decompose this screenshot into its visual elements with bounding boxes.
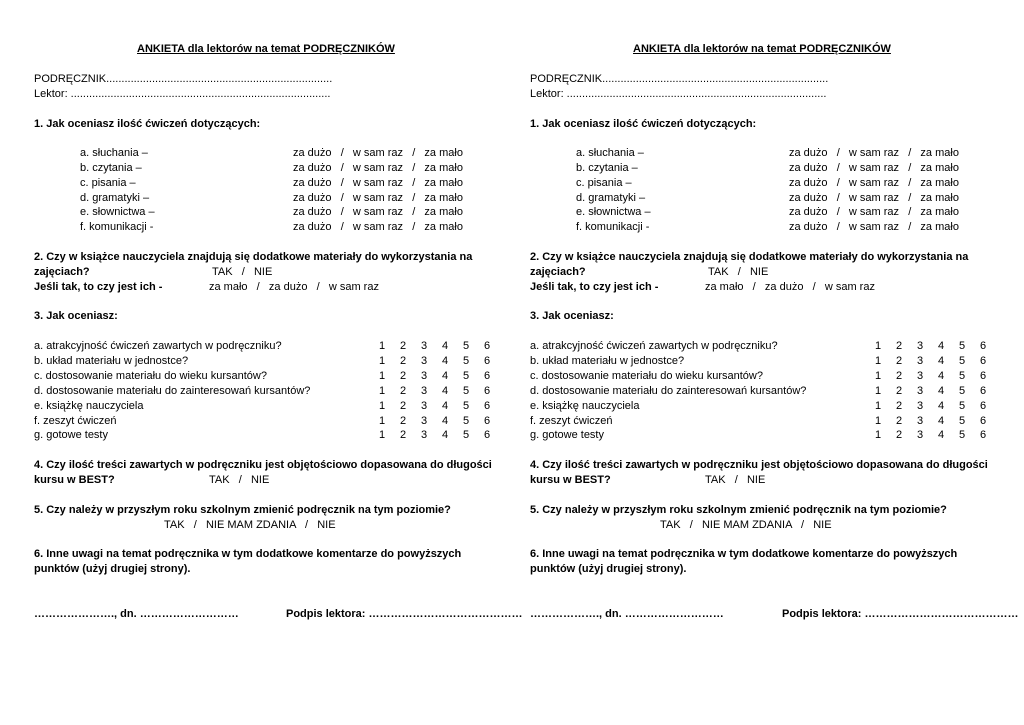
rating-option[interactable]: 2	[896, 400, 903, 412]
form-title: ANKIETA dla lektorów na temat PODRĘCZNIKÓW	[633, 43, 891, 55]
rating-option[interactable]: 2	[400, 355, 407, 367]
rating-option[interactable]: 6	[980, 340, 987, 352]
rating-option[interactable]: 2	[896, 429, 903, 441]
rating-option[interactable]: 2	[896, 385, 903, 397]
date-field[interactable]: ………………., dn. ………………………	[530, 608, 724, 620]
q1-item-options[interactable]: za dużo / w sam raz / za mało	[293, 221, 463, 233]
form-title: ANKIETA dla lektorów na temat PODRĘCZNIKÓW	[137, 43, 395, 55]
q1-item-options[interactable]: za dużo / w sam raz / za mało	[293, 206, 463, 218]
q1-item-label: d. gramatyki –	[576, 192, 646, 204]
rating-option[interactable]: 5	[463, 400, 470, 412]
q6-question-line1: 6. Inne uwagi na temat podręcznika w tym dodatkowe komentarze do powyższych	[34, 548, 462, 560]
rating-scale[interactable]	[875, 354, 1001, 368]
rating-option[interactable]: 2	[896, 355, 903, 367]
rating-option[interactable]: 5	[463, 340, 470, 352]
q3-heading: 3. Jak oceniasz:	[34, 310, 118, 322]
q3-heading: 3. Jak oceniasz:	[530, 310, 614, 322]
q1-item-options[interactable]: za dużo / w sam raz / za mało	[789, 162, 959, 174]
rating-option[interactable]: 2	[400, 340, 407, 352]
survey-form-right	[530, 0, 1019, 725]
q2-yes-no-options[interactable]: TAK / NIE	[708, 266, 769, 278]
rating-scale[interactable]	[379, 414, 505, 428]
q1-item-options[interactable]: za dużo / w sam raz / za mało	[789, 177, 959, 189]
rating-scale[interactable]	[875, 428, 1001, 442]
rating-option[interactable]: 2	[400, 429, 407, 441]
rating-option[interactable]: 3	[917, 340, 924, 352]
rating-option[interactable]: 5	[959, 415, 966, 427]
rating-option[interactable]: 6	[980, 415, 987, 427]
q2-question-line1: 2. Czy w książce nauczyciela znajdują się dodatkowe materiały do wykorzystania na	[34, 251, 473, 263]
rating-option[interactable]: 5	[463, 370, 470, 382]
lecturer-field[interactable]: Lektor: .....................................................................................	[34, 88, 331, 100]
rating-option[interactable]: 2	[400, 370, 407, 382]
rating-scale[interactable]	[875, 339, 1001, 353]
q3-item-label: d. dostosowanie materiału do zainteresowań kursantów?	[530, 385, 807, 397]
q3-item-label: c. dostosowanie materiału do wieku kursantów?	[34, 370, 267, 382]
q1-item-options[interactable]: za dużo / w sam raz / za mało	[293, 192, 463, 204]
q2-question-line1: 2. Czy w książce nauczyciela znajdują się dodatkowe materiały do wykorzystania na	[530, 251, 969, 263]
rating-option[interactable]: 4	[938, 429, 945, 441]
survey-form-left	[34, 0, 523, 725]
rating-option[interactable]: 3	[917, 429, 924, 441]
rating-option[interactable]: 1	[875, 340, 882, 352]
q3-item-label: a. atrakcyjność ćwiczeń zawartych w podręczniku?	[34, 340, 282, 352]
rating-option[interactable]: 1	[379, 340, 386, 352]
rating-option[interactable]: 6	[980, 385, 987, 397]
q1-item-label: d. gramatyki –	[80, 192, 150, 204]
rating-option[interactable]: 5	[959, 429, 966, 441]
q1-item-options[interactable]: za dużo / w sam raz / za mało	[293, 147, 463, 159]
q3-item-label: c. dostosowanie materiału do wieku kursantów?	[530, 370, 763, 382]
rating-option[interactable]: 5	[463, 385, 470, 397]
q4-question-line1: 4. Czy ilość treści zawartych w podręczniku jest objętościowo dopasowana do długości	[530, 459, 988, 471]
textbook-field[interactable]: PODRĘCZNIK..........................................................................	[530, 73, 829, 85]
rating-option[interactable]: 2	[896, 340, 903, 352]
rating-option[interactable]: 5	[959, 400, 966, 412]
q6-question-line1: 6. Inne uwagi na temat podręcznika w tym dodatkowe komentarze do powyższych	[530, 548, 958, 560]
q3-item-label: b. układ materiału w jednostce?	[530, 355, 685, 367]
rating-option[interactable]: 4	[938, 385, 945, 397]
q1-item-options[interactable]: za dużo / w sam raz / za mało	[789, 221, 959, 233]
rating-option[interactable]: 5	[959, 355, 966, 367]
q5-question: 5. Czy należy w przyszłym roku szkolnym zmienić podręcznik na tym poziomie?	[34, 504, 451, 516]
rating-option[interactable]: 3	[917, 385, 924, 397]
rating-option[interactable]: 1	[875, 400, 882, 412]
rating-option[interactable]: 5	[959, 370, 966, 382]
rating-option[interactable]: 3	[421, 385, 428, 397]
rating-option[interactable]: 4	[938, 340, 945, 352]
rating-option[interactable]: 5	[959, 385, 966, 397]
lecturer-field[interactable]: Lektor: .....................................................................................	[530, 88, 827, 100]
rating-option[interactable]: 3	[917, 355, 924, 367]
q3-item-label: f. zeszyt ćwiczeń	[34, 415, 117, 427]
rating-scale[interactable]	[875, 384, 1001, 398]
rating-scale[interactable]	[379, 428, 505, 442]
rating-option[interactable]: 4	[938, 355, 945, 367]
rating-option[interactable]: 3	[421, 415, 428, 427]
rating-option[interactable]: 6	[980, 355, 987, 367]
rating-option[interactable]: 4	[442, 385, 449, 397]
q3-item-label: e. książkę nauczyciela	[34, 400, 144, 412]
q2-followup: Jeśli tak, to czy jest ich -	[530, 281, 659, 293]
rating-option[interactable]: 4	[442, 370, 449, 382]
rating-option[interactable]: 3	[421, 340, 428, 352]
q1-item-options[interactable]: za dużo / w sam raz / za mało	[293, 177, 463, 189]
q5-question: 5. Czy należy w przyszłym roku szkolnym zmienić podręcznik na tym poziomie?	[530, 504, 947, 516]
rating-option[interactable]: 1	[875, 415, 882, 427]
q2-yes-no-options[interactable]: TAK / NIE	[212, 266, 273, 278]
rating-option[interactable]: 5	[463, 415, 470, 427]
rating-option[interactable]: 1	[875, 355, 882, 367]
rating-scale[interactable]	[875, 399, 1001, 413]
rating-option[interactable]: 4	[442, 400, 449, 412]
q3-item-label: e. książkę nauczyciela	[530, 400, 640, 412]
rating-scale[interactable]	[379, 354, 505, 368]
rating-option[interactable]: 5	[463, 429, 470, 441]
q4-question-line2: kursu w BEST?	[34, 474, 115, 486]
date-field[interactable]: …………………., dn. ………………………	[34, 608, 239, 620]
q3-item-label: a. atrakcyjność ćwiczeń zawartych w podręczniku?	[530, 340, 778, 352]
rating-option[interactable]: 4	[442, 355, 449, 367]
q1-item-label: f. komunikacji -	[80, 221, 154, 233]
rating-option[interactable]: 1	[379, 400, 386, 412]
rating-option[interactable]: 1	[379, 429, 386, 441]
rating-option[interactable]: 2	[400, 385, 407, 397]
rating-option[interactable]: 3	[421, 355, 428, 367]
q1-heading: 1. Jak oceniasz ilość ćwiczeń dotyczących:	[34, 118, 261, 130]
rating-option[interactable]: 4	[442, 415, 449, 427]
rating-option[interactable]: 2	[896, 370, 903, 382]
rating-option[interactable]: 3	[421, 429, 428, 441]
q6-question-line2: punktów (użyj drugiej strony).	[530, 563, 687, 575]
rating-option[interactable]: 2	[896, 415, 903, 427]
rating-scale[interactable]	[875, 414, 1001, 428]
rating-option[interactable]: 6	[484, 355, 491, 367]
q4-yes-no-options[interactable]: TAK / NIE	[209, 474, 270, 486]
rating-option[interactable]: 4	[938, 400, 945, 412]
rating-option[interactable]: 6	[484, 415, 491, 427]
q1-item-label: c. pisania –	[576, 177, 632, 189]
q3-item-label: g. gotowe testy	[34, 429, 108, 441]
q6-question-line2: punktów (użyj drugiej strony).	[34, 563, 191, 575]
rating-option[interactable]: 4	[442, 340, 449, 352]
rating-option[interactable]: 4	[442, 429, 449, 441]
rating-option[interactable]: 1	[379, 415, 386, 427]
textbook-field[interactable]: PODRĘCZNIK..........................................................................	[34, 73, 333, 85]
rating-scale[interactable]	[379, 399, 505, 413]
rating-option[interactable]: 2	[400, 400, 407, 412]
rating-option[interactable]: 3	[421, 400, 428, 412]
q4-question-line1: 4. Czy ilość treści zawartych w podręczniku jest objętościowo dopasowana do długości	[34, 459, 492, 471]
q1-item-label: a. słuchania –	[576, 147, 644, 159]
q1-item-label: f. komunikacji -	[576, 221, 650, 233]
rating-option[interactable]: 6	[484, 429, 491, 441]
q5-options[interactable]: TAK / NIE MAM ZDANIA / NIE	[164, 519, 336, 531]
q1-item-label: a. słuchania –	[80, 147, 148, 159]
q2-question-line2: zajęciach?	[34, 266, 90, 278]
q2-amount-options[interactable]: za mało / za dużo / w sam raz	[209, 281, 379, 293]
rating-option[interactable]: 1	[875, 429, 882, 441]
rating-option[interactable]: 3	[917, 370, 924, 382]
q2-followup: Jeśli tak, to czy jest ich -	[34, 281, 163, 293]
q3-item-label: f. zeszyt ćwiczeń	[530, 415, 613, 427]
rating-option[interactable]: 1	[379, 385, 386, 397]
rating-option[interactable]: 4	[938, 370, 945, 382]
rating-option[interactable]: 6	[980, 400, 987, 412]
q1-item-options[interactable]: za dużo / w sam raz / za mało	[293, 162, 463, 174]
rating-option[interactable]: 5	[463, 355, 470, 367]
q3-item-label: d. dostosowanie materiału do zainteresowań kursantów?	[34, 385, 311, 397]
q1-item-label: b. czytania –	[576, 162, 638, 174]
q3-item-label: g. gotowe testy	[530, 429, 604, 441]
q1-item-label: e. słownictwa –	[576, 206, 651, 218]
q1-item-label: e. słownictwa –	[80, 206, 155, 218]
rating-option[interactable]: 6	[980, 370, 987, 382]
q1-heading: 1. Jak oceniasz ilość ćwiczeń dotyczących:	[530, 118, 757, 130]
rating-option[interactable]: 1	[379, 355, 386, 367]
q1-item-label: b. czytania –	[80, 162, 142, 174]
q2-amount-options[interactable]: za mało / za dużo / w sam raz	[705, 281, 875, 293]
q4-question-line2: kursu w BEST?	[530, 474, 611, 486]
rating-option[interactable]: 6	[484, 370, 491, 382]
rating-option[interactable]: 3	[917, 415, 924, 427]
rating-option[interactable]: 3	[421, 370, 428, 382]
rating-scale[interactable]	[875, 369, 1001, 383]
rating-option[interactable]: 1	[379, 370, 386, 382]
rating-option[interactable]: 4	[938, 415, 945, 427]
rating-option[interactable]: 5	[959, 340, 966, 352]
q1-item-options[interactable]: za dużo / w sam raz / za mało	[789, 206, 959, 218]
rating-scale[interactable]	[379, 384, 505, 398]
q1-item-options[interactable]: za dużo / w sam raz / za mało	[789, 192, 959, 204]
q3-item-label: b. układ materiału w jednostce?	[34, 355, 189, 367]
rating-option[interactable]: 3	[917, 400, 924, 412]
signature-field[interactable]: Podpis lektora: ……………………………………	[782, 608, 1019, 620]
signature-field[interactable]: Podpis lektora: ……………………………………	[286, 608, 523, 620]
rating-option[interactable]: 6	[484, 385, 491, 397]
rating-option[interactable]: 6	[980, 429, 987, 441]
q5-options[interactable]: TAK / NIE MAM ZDANIA / NIE	[660, 519, 832, 531]
q1-item-options[interactable]: za dużo / w sam raz / za mało	[789, 147, 959, 159]
q4-yes-no-options[interactable]: TAK / NIE	[705, 474, 766, 486]
rating-option[interactable]: 6	[484, 340, 491, 352]
q2-question-line2: zajęciach?	[530, 266, 586, 278]
q1-item-label: c. pisania –	[80, 177, 136, 189]
rating-scale[interactable]	[379, 339, 505, 353]
rating-option[interactable]: 1	[875, 385, 882, 397]
rating-scale[interactable]	[379, 369, 505, 383]
rating-option[interactable]: 2	[400, 415, 407, 427]
rating-option[interactable]: 1	[875, 370, 882, 382]
rating-option[interactable]: 6	[484, 400, 491, 412]
